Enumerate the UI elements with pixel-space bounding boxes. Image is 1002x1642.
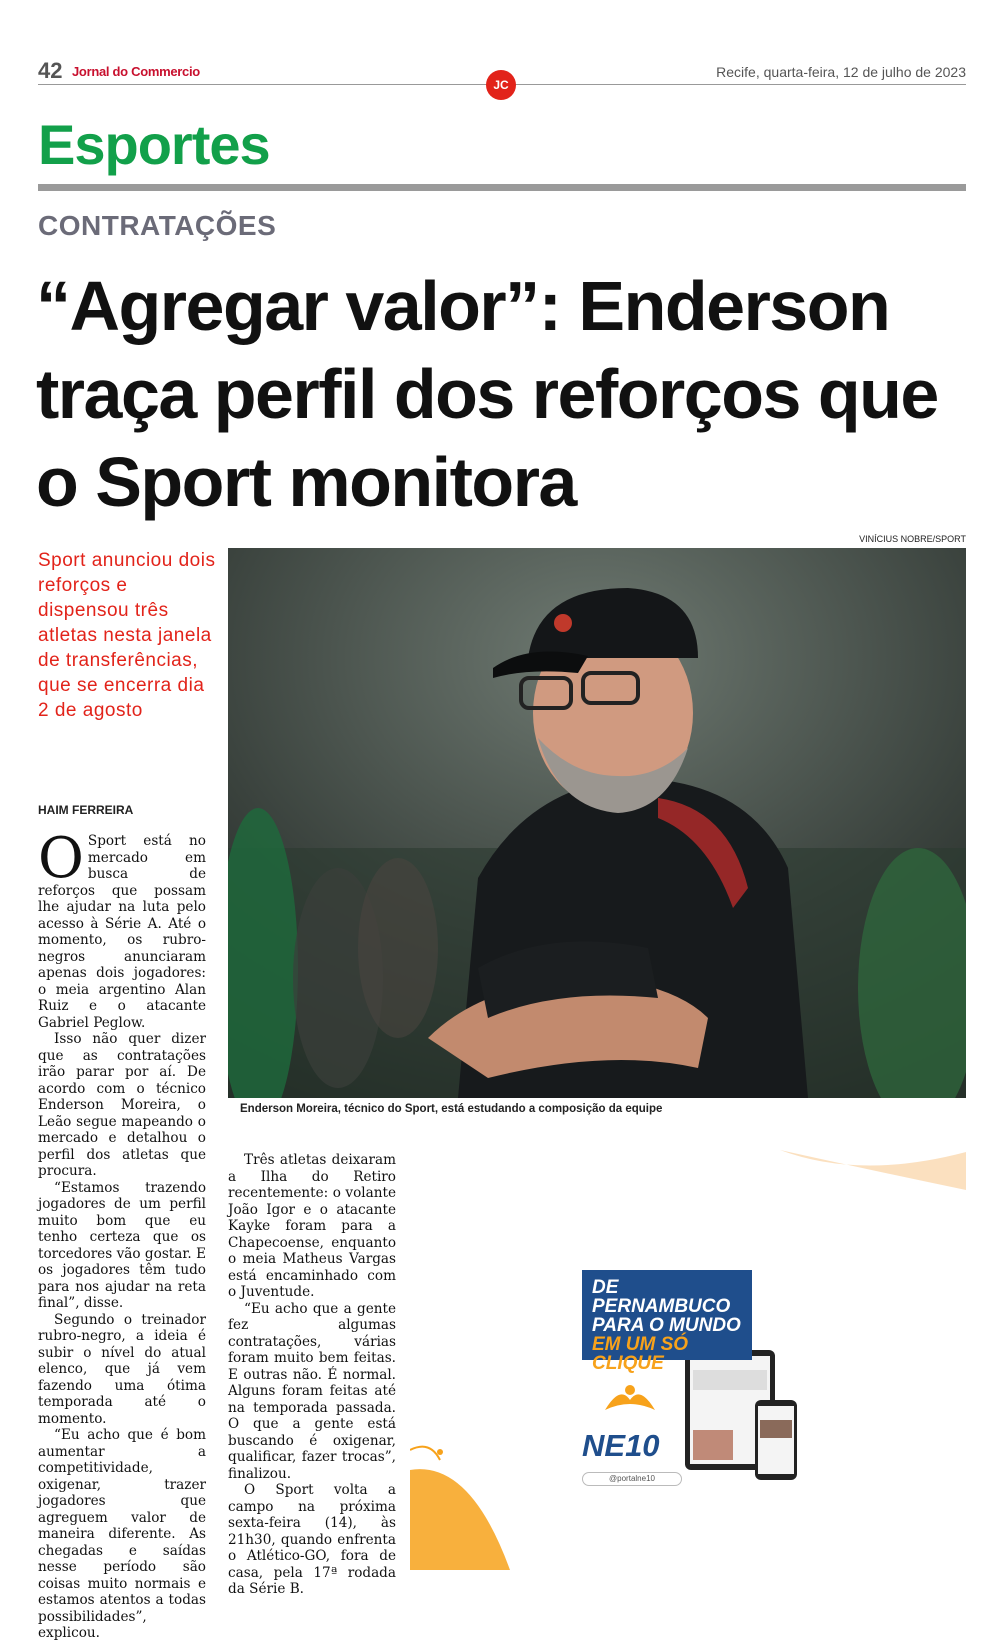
ad-line: EM UM SÓ xyxy=(592,1334,689,1355)
ad-line: CLIQUE xyxy=(592,1353,664,1374)
ad-line: PARA O MUNDO xyxy=(592,1315,741,1336)
article-column-2 xyxy=(228,1152,396,1598)
ad-slogan xyxy=(582,1270,752,1374)
paragraph-text: Sport está no mercado em busca de reforços que possam lhe ajudar na luta pelo acesso à Série A. Até o momento, os rubro-negros anunciaram apenas dois jogadores: o meia argentino Alan Ruiz e o atacante Gabriel Peglow. xyxy=(38,833,206,1031)
section-title: Esportes xyxy=(38,113,270,176)
article-photo xyxy=(228,548,966,1098)
ne10-advertisement[interactable] xyxy=(410,1130,966,1570)
page-number: 42 xyxy=(38,58,63,83)
article-paragraph: Três atletas deixaram a Ilha do Retiro recentemente: o volante João Igor e o atacante Kayke foram para a Chapecoense, enquanto o meia Matheus Vargas está encaminhado com o Juventude. xyxy=(228,1152,396,1300)
article-paragraph: “Eu acho que a gente fez algumas contratações, várias foram muito bem feitas. E outras não. É normal. Alguns foram feitas até na temporada passada. O que a gente está buscando é oxigenar, qualificar, fazer trocas”, finalizou. xyxy=(228,1300,396,1482)
byline: HAIM FERREIRA xyxy=(38,803,134,817)
article-paragraph: “Estamos trazendo jogadores de um perfil muito bom que eu tenho certeza que os torcedores vão gostar. E os jogadores têm tudo para nos ajudar na reta final”, disse. xyxy=(38,1179,206,1311)
article-deck: Sport anunciou dois reforços e dispensou três atletas nesta janela de transferências, que se encerra dia 2 de agosto xyxy=(38,550,216,721)
article-paragraph: Isso não quer dizer que as contratações irão parar por aí. De acordo com o técnico Enderson Moreira, o Leão segue mapeando o mercado e detalhou o perfil dos atletas que procura. xyxy=(38,1031,206,1179)
dateline: Recife, quarta-feira, 12 de julho de 2023 xyxy=(716,64,966,80)
newspaper-name: Jornal do Commercio xyxy=(72,64,200,79)
jc-logo-icon: JC xyxy=(486,70,516,100)
ad-line: DE PERNAMBUCO xyxy=(592,1277,731,1317)
article-headline: “Agregar valor”: Enderson traça perfil dos reforços que o Sport monitora xyxy=(36,267,938,521)
ne10-brand: NE10 xyxy=(582,1428,660,1463)
article-paragraph: Segundo o treinador rubro-negro, a ideia é subir o nível do atual elenco, que já vem fazendo uma ótima temporada até o momento. xyxy=(38,1311,206,1427)
article-paragraph: O Sport volta a campo na próxima sexta-feira (14), às 21h30, quando enfrenta o Atlético-GO, fora de casa, pela 17ª rodada da Série B. xyxy=(228,1482,396,1597)
social-handle[interactable]: @portalne10 xyxy=(582,1472,682,1486)
coach-photo-illustration xyxy=(228,548,966,1098)
ne10-logo-icon xyxy=(600,1380,660,1424)
article-kicker: CONTRATAÇÕES xyxy=(38,210,277,241)
photo-credit: VINÍCIUS NOBRE/SPORT xyxy=(859,534,966,544)
dropcap: O xyxy=(38,826,84,891)
article-paragraph xyxy=(38,826,206,1031)
article-column-1 xyxy=(38,826,206,1642)
photo-caption: Enderson Moreira, técnico do Sport, está estudando a composição da equipe xyxy=(240,1103,663,1115)
article-paragraph: “Eu acho que é bom aumentar a competitividade, oxigenar, trazer jogadores que agreguem valor de maneira diferente. As chegadas e saídas nesse período são coisas muito normais e estamos atentos a todas possibilidades”, explicou. xyxy=(38,1427,206,1641)
section-divider xyxy=(38,184,966,191)
